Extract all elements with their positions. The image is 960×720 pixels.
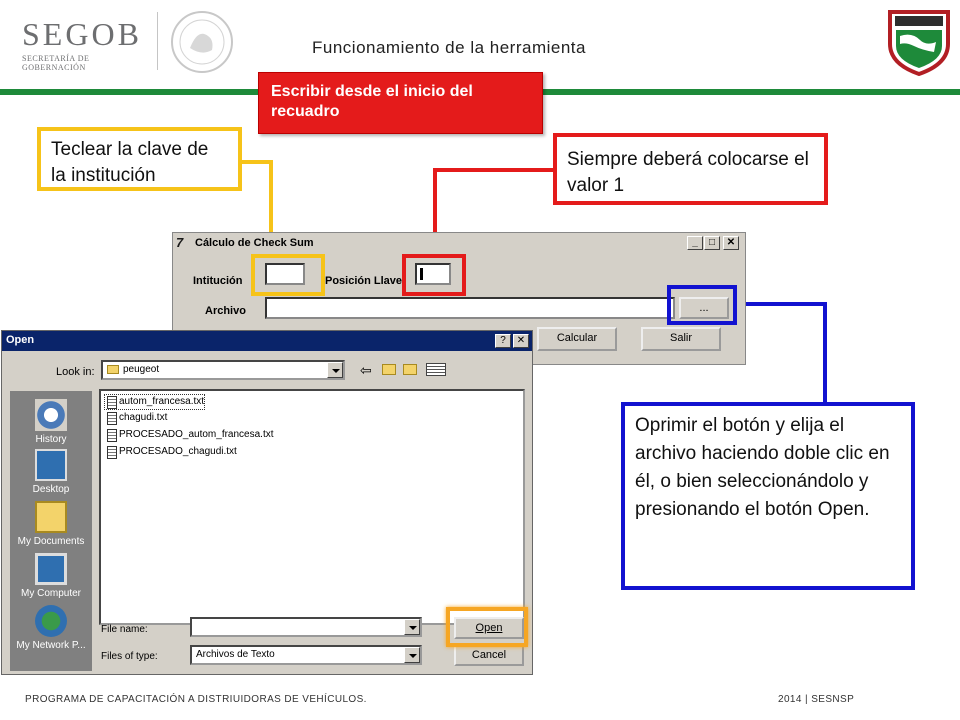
file-name-input[interactable] bbox=[190, 617, 422, 637]
back-arrow-icon[interactable]: ⇦ bbox=[360, 362, 372, 378]
place-desktop[interactable] bbox=[10, 449, 92, 495]
browse-button[interactable]: ... bbox=[679, 297, 729, 319]
new-folder-icon[interactable] bbox=[403, 364, 417, 375]
files-of-type-value: Archivos de Texto bbox=[196, 649, 275, 660]
places-bar bbox=[10, 391, 92, 671]
look-in-label: Look in: bbox=[56, 366, 95, 378]
logo-divider bbox=[157, 12, 158, 70]
list-item[interactable]: chagudi.txt bbox=[105, 411, 167, 425]
file-name-label: File name: bbox=[101, 624, 148, 635]
up-folder-icon[interactable] bbox=[382, 364, 396, 375]
highlight-position-key bbox=[402, 254, 466, 296]
chevron-down-icon[interactable] bbox=[327, 362, 343, 378]
files-of-type-select[interactable] bbox=[190, 645, 422, 665]
documents-folder-icon bbox=[35, 501, 67, 533]
connector-blue-v bbox=[823, 302, 827, 403]
chevron-down-icon[interactable] bbox=[404, 647, 420, 663]
view-menu-icon[interactable] bbox=[426, 363, 446, 376]
page-title: Funcionamiento de la herramienta bbox=[312, 38, 586, 57]
open-button[interactable]: Open bbox=[454, 617, 524, 639]
folder-icon bbox=[107, 365, 119, 374]
list-item[interactable]: PROCESADO_autom_francesa.txt bbox=[105, 428, 274, 442]
open-dialog-titlebar bbox=[2, 331, 532, 351]
place-my-computer[interactable] bbox=[10, 553, 92, 599]
footer-left: PROGRAMA DE CAPACITACIÓN A DISTRIUIDORAS DE VEHÍCULOS. bbox=[25, 694, 367, 705]
checksum-titlebar bbox=[173, 233, 745, 253]
help-button[interactable]: ? bbox=[495, 334, 511, 348]
callout-institution-key: Teclear la clave de la institución bbox=[37, 127, 242, 191]
list-item[interactable]: autom_francesa.txt bbox=[105, 395, 204, 409]
sesnsp-shield-icon bbox=[886, 6, 952, 76]
segob-logo bbox=[22, 16, 152, 72]
computer-icon bbox=[35, 553, 67, 585]
place-desktop-label: Desktop bbox=[32, 484, 70, 495]
callout-browse-file: Oprimir el botón y elija el archivo haciendo doble clic en él, o bien seleccionándolo y presionando el botón Open. bbox=[621, 402, 915, 590]
desktop-icon bbox=[35, 449, 67, 481]
history-icon bbox=[35, 399, 67, 431]
dialog-close-button[interactable]: ✕ bbox=[513, 334, 529, 348]
highlight-browse bbox=[667, 285, 737, 325]
segob-logo-subtext: SECRETARÍA DE GOBERNACIÓN bbox=[22, 54, 90, 72]
look-in-value: peugeot bbox=[123, 364, 160, 375]
highlight-institution bbox=[251, 254, 325, 296]
calculate-button[interactable]: Calcular bbox=[537, 327, 617, 351]
minimize-button[interactable]: _ bbox=[687, 236, 703, 250]
list-item[interactable]: PROCESADO_chagudi.txt bbox=[105, 445, 237, 459]
connector-red-h bbox=[433, 168, 554, 172]
callout-write-from-start: Escribir desde el inicio del recuadro bbox=[258, 72, 543, 134]
open-dialog-title: Open bbox=[6, 334, 35, 346]
place-network-label: My Network P... bbox=[16, 640, 86, 651]
callout-value-1: Siempre deberá colocarse el valor 1 bbox=[553, 133, 828, 205]
highlight-open-button bbox=[446, 607, 528, 647]
exit-button[interactable]: Salir bbox=[641, 327, 721, 351]
chevron-down-icon[interactable] bbox=[404, 619, 420, 635]
place-network[interactable] bbox=[10, 605, 92, 651]
place-history-label: History bbox=[35, 434, 67, 445]
place-my-documents-label: My Documents bbox=[17, 536, 85, 547]
close-button[interactable]: ✕ bbox=[723, 236, 739, 250]
file-label: Archivo bbox=[205, 305, 246, 317]
place-history[interactable] bbox=[10, 399, 92, 445]
place-my-computer-label: My Computer bbox=[20, 588, 81, 599]
footer-right: 2014 | SESNSP bbox=[778, 694, 855, 705]
app-icon: 7 bbox=[176, 235, 184, 250]
file-list bbox=[99, 389, 525, 625]
mexico-seal-icon bbox=[168, 8, 236, 76]
segob-logo-text: SEGOB bbox=[22, 16, 142, 52]
network-icon bbox=[35, 605, 67, 637]
checksum-title: Cálculo de Check Sum bbox=[195, 237, 314, 249]
look-in-select[interactable] bbox=[101, 360, 345, 380]
position-key-label: Posición Llave bbox=[325, 275, 403, 287]
maximize-button[interactable]: □ bbox=[704, 236, 720, 250]
file-path-input[interactable] bbox=[265, 297, 675, 319]
files-of-type-label: Files of type: bbox=[101, 651, 158, 662]
institution-label: Intitución bbox=[193, 275, 243, 287]
connector-blue-h bbox=[737, 302, 827, 306]
place-my-documents[interactable] bbox=[10, 501, 92, 547]
cancel-button[interactable]: Cancel bbox=[454, 644, 524, 666]
